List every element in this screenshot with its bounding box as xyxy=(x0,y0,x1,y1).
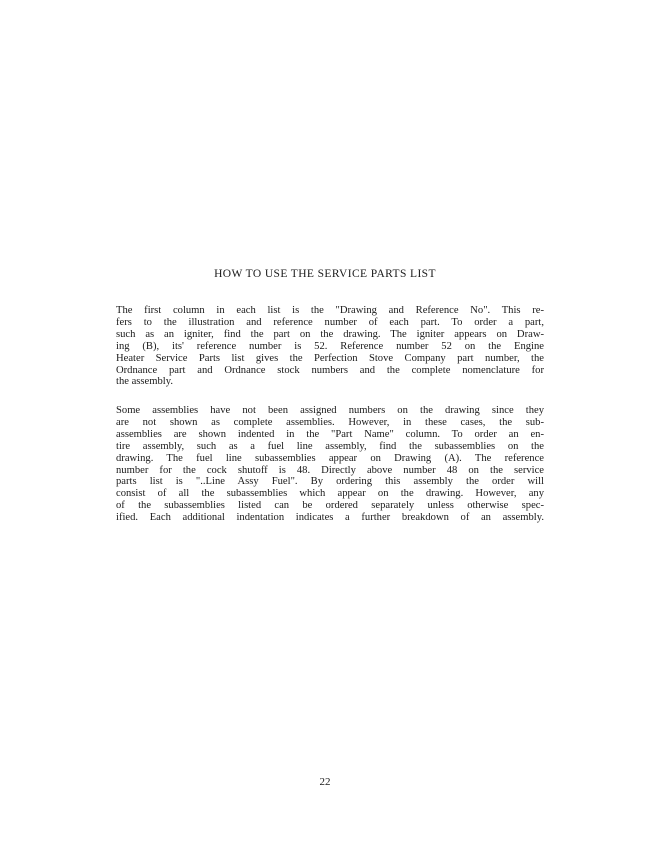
page-number: 22 xyxy=(319,776,331,788)
text-line: the assembly. xyxy=(116,376,173,388)
text-line: ing (B), its' reference number is 52. Reference number 52 on the Engine xyxy=(116,340,544,352)
text-line: assemblies are shown indented in the "Part Name" column. To order an en- xyxy=(116,428,544,440)
text-line: Some assemblies have not been assigned numbers on the drawing since they xyxy=(116,405,544,416)
text-line: such as an igniter, find the part on the drawing. The igniter appears on Draw- xyxy=(116,328,544,340)
text-line: fers to the illustration and reference number of each part. To order a part, xyxy=(116,316,544,328)
text-line: drawing. The fuel line subassemblies appear on Drawing (A). The reference xyxy=(116,452,544,464)
text-line: parts list is "..Line Assy Fuel". By ordering this assembly the order will xyxy=(116,476,544,488)
paragraph-reference-numbers xyxy=(116,305,544,388)
text-line: The first column in each list is the "Drawing and Reference No". This re- xyxy=(116,305,544,316)
text-line: Heater Service Parts list gives the Perfection Stove Company part number, the xyxy=(116,352,544,364)
text-line: tire assembly, such as a fuel line assembly, find the subassemblies on the xyxy=(116,440,544,452)
paragraph-subassemblies xyxy=(116,405,544,524)
text-line: number for the cock shutoff is 48. Directly above number 48 on the service xyxy=(116,464,544,476)
text-line: ified. Each additional indentation indicates a further breakdown of an assembly. xyxy=(116,512,544,524)
text-line: Ordnance part and Ordnance stock numbers and the complete nomenclature for xyxy=(116,364,544,376)
text-line: of the subassemblies listed can be ordered separately unless otherwise spec- xyxy=(116,500,544,512)
text-line: are not shown as complete assemblies. However, in these cases, the sub- xyxy=(116,416,544,428)
text-line: consist of all the subassemblies which appear on the drawing. However, any xyxy=(116,488,544,500)
page-title: HOW TO USE THE SERVICE PARTS LIST xyxy=(214,268,436,280)
